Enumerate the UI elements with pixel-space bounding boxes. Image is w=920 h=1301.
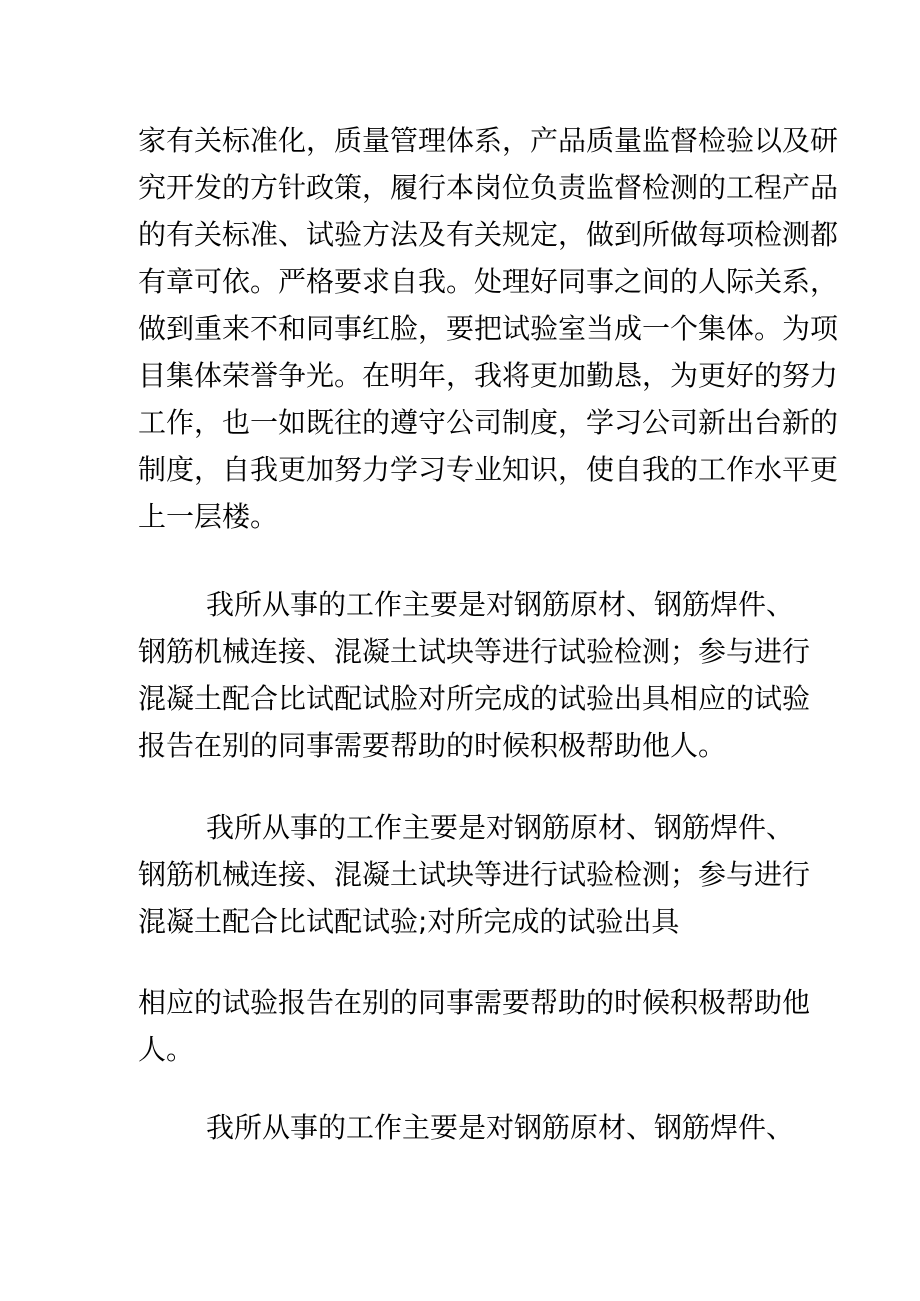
text-line: 混凝土配合比试配试验;对所完成的试验出具	[138, 905, 680, 938]
text-line: 我所从事的工作主要是对钢筋原材、钢筋焊件、	[206, 1111, 795, 1144]
text-line: 混凝土配合比试配试脸对所完成的试验出具相应的试验	[138, 682, 811, 715]
paragraph-3	[138, 804, 811, 945]
text-line: 我所从事的工作主要是对钢筋原材、钢筋焊件、	[206, 811, 795, 844]
text-line: 制度，自我更加努力学习专业知识，使自我的工作水平更	[138, 453, 839, 486]
text-line: 的有关标准、试验方法及有关规定，做到所做每项检测都	[138, 218, 839, 251]
text-line: 有章可依。严格要求自我。处理好同事之间的人际关系，	[138, 265, 839, 298]
text-line: 人。	[138, 1033, 195, 1066]
text-line: 工作，也一如既往的遵守公司制度，学习公司新出台新的	[138, 406, 839, 439]
paragraph-1	[138, 117, 839, 540]
text-line: 做到重来不和同事红脸，要把试验室当成一个集体。为项	[138, 312, 839, 345]
paragraph-4	[138, 979, 811, 1073]
text-line: 究开发的方针政策，履行本岗位负责监督检测的工程产品	[138, 171, 839, 204]
text-line: 目集体荣誉争光。在明年，我将更加勤恳，为更好的努力	[138, 359, 839, 392]
text-line: 相应的试验报告在别的同事需要帮助的时候积极帮助他	[138, 986, 811, 1019]
text-line: 钢筋机械连接、混凝土试块等进行试验检测；参与进行	[138, 858, 811, 891]
paragraph-2	[138, 581, 811, 769]
text-line: 我所从事的工作主要是对钢筋原材、钢筋焊件、	[206, 588, 795, 621]
text-line: 钢筋机械连接、混凝土试块等进行试验检测；参与进行	[138, 635, 811, 668]
text-line: 报告在别的同事需要帮助的时候积极帮助他人。	[138, 729, 727, 762]
text-line: 上一层楼。	[138, 500, 279, 533]
paragraph-5	[138, 1104, 795, 1151]
text-line: 家有关标准化，质量管理体系，产品质量监督检验以及研	[138, 124, 839, 157]
